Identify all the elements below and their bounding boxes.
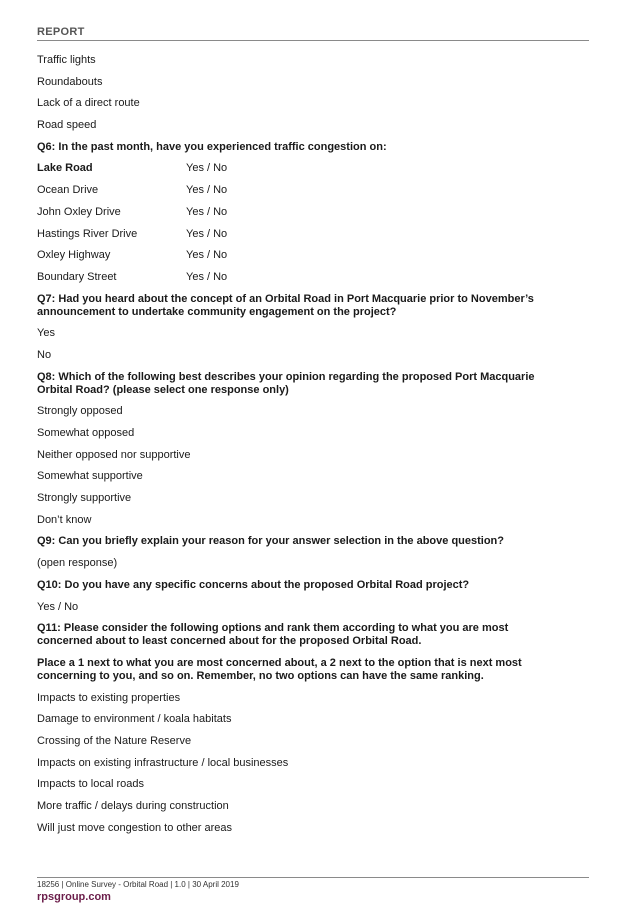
- q8-section: [37, 371, 589, 536]
- yes-no-answer: Yes / No: [186, 184, 228, 197]
- q11-question-line: concerned about to least concerned about for the proposed Orbital Road.: [37, 635, 422, 648]
- footer-site-link[interactable]: rpsgroup.com: [37, 891, 111, 903]
- q9-section: [37, 535, 589, 578]
- q7-question-line: announcement to undertake community engagement on the project?: [37, 305, 397, 318]
- reasons-list: [37, 54, 589, 141]
- road-name: Ocean Drive: [37, 184, 99, 197]
- list-item: Strongly supportive: [37, 492, 132, 505]
- q7-section: [37, 293, 589, 371]
- footer-meta: 18256 | Online Survey - Orbital Road | 1.0 | 30 April 2019: [37, 880, 239, 889]
- road-name: John Oxley Drive: [37, 205, 121, 218]
- list-item: Yes: [37, 327, 55, 340]
- list-item: Damage to environment / koala habitats: [37, 713, 232, 726]
- q9-question: Q9: Can you briefly explain your reason for your answer selection in the above question?: [37, 535, 504, 548]
- yes-no-answer: Yes / No: [186, 249, 228, 262]
- road-name: Oxley Highway: [37, 249, 111, 262]
- list-item: No: [37, 348, 52, 361]
- list-item: Neither opposed nor supportive: [37, 448, 191, 461]
- list-item: Will just move congestion to other areas: [37, 821, 233, 834]
- q11-section: [37, 622, 589, 835]
- list-item: Lack of a direct route: [37, 97, 140, 110]
- q6-row: [37, 249, 589, 262]
- header-title: REPORT: [37, 26, 85, 38]
- yes-no-answer: Yes / No: [186, 205, 228, 218]
- list-item: Don’t know: [37, 513, 92, 526]
- q6-row: [37, 228, 589, 241]
- list-item: Road speed: [37, 119, 97, 132]
- list-item: Traffic lights: [37, 54, 96, 66]
- list-item: Strongly opposed: [37, 405, 123, 418]
- list-item: Crossing of the Nature Reserve: [37, 734, 192, 747]
- q8-question-line: Q8: Which of the following best describes your opinion regarding the proposed Port Macquarie: [37, 370, 535, 383]
- q6-row: [37, 206, 589, 219]
- list-item: Impacts to existing properties: [37, 691, 181, 704]
- q8-question-line: Orbital Road? (please select one response only): [37, 383, 289, 396]
- list-item: Roundabouts: [37, 75, 103, 88]
- yes-no-answer: Yes / No: [186, 162, 228, 175]
- road-name: Hastings River Drive: [37, 227, 138, 240]
- q10-question: Q10: Do you have any specific concerns about the proposed Orbital Road project?: [37, 578, 470, 591]
- q9-answer: (open response): [37, 557, 118, 570]
- q6-row: [37, 184, 589, 197]
- list-item: More traffic / delays during construction: [37, 800, 229, 812]
- list-item: Impacts on existing infrastructure / local businesses: [37, 756, 289, 769]
- q10-answer: Yes / No: [37, 600, 79, 613]
- road-name: Lake Road: [37, 162, 93, 175]
- road-name: Boundary Street: [37, 270, 117, 283]
- q6-section: [37, 141, 589, 293]
- q6-row: [37, 271, 589, 284]
- list-item: Somewhat supportive: [37, 470, 143, 483]
- yes-no-answer: Yes / No: [186, 270, 228, 283]
- page-header: [37, 26, 589, 41]
- q11-question-line: Q11: Please consider the following options and rank them according to what you are most: [37, 622, 509, 635]
- q7-question-line: Q7: Had you heard about the concept of an Orbital Road in Port Macquarie prior to November’s: [37, 292, 534, 305]
- q11-instruction-line: concerning to you, and so on. Remember, no two options can have the same ranking.: [37, 669, 484, 682]
- yes-no-answer: Yes / No: [186, 227, 228, 240]
- q10-section: [37, 579, 589, 622]
- list-item: Somewhat opposed: [37, 427, 135, 439]
- list-item: Impacts to local roads: [37, 778, 144, 791]
- page-footer: [37, 877, 589, 904]
- q11-instruction-line: Place a 1 next to what you are most concerned about, a 2 next to the option that is next most: [37, 656, 522, 669]
- q6-row: [37, 162, 589, 175]
- q6-question: Q6: In the past month, have you experienced traffic congestion on:: [37, 140, 387, 153]
- report-body: [37, 54, 589, 835]
